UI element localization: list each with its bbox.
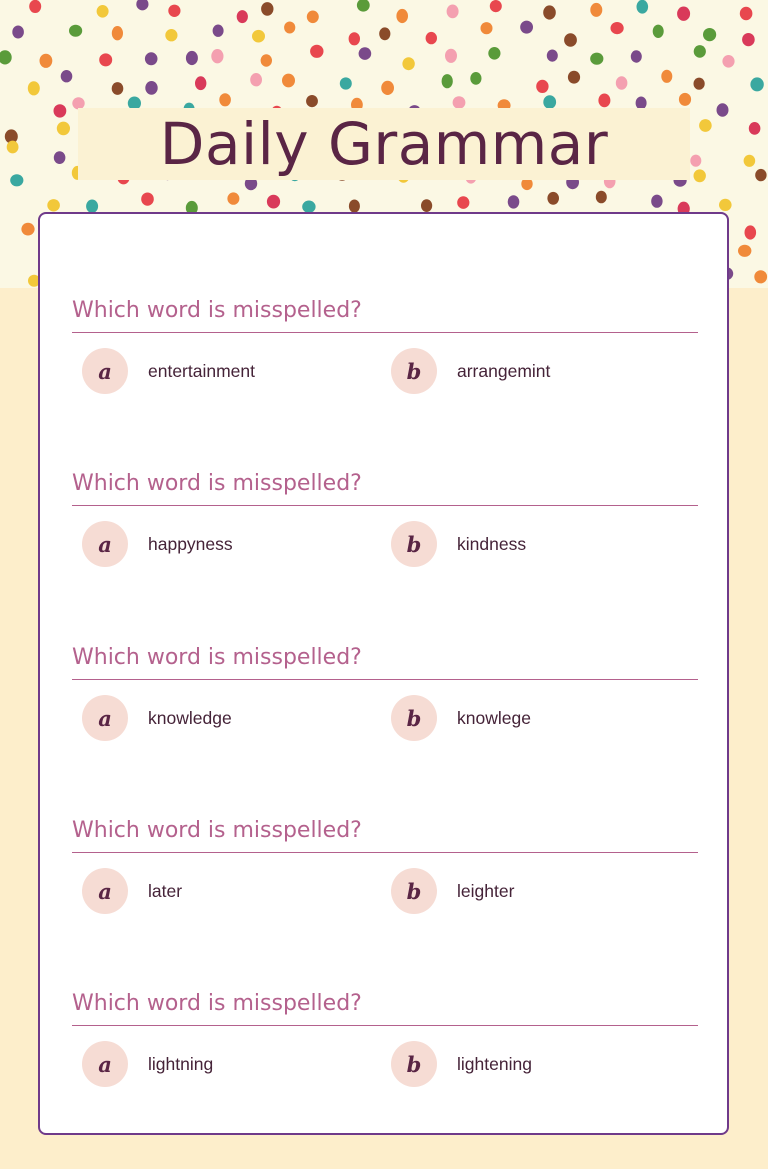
confetti-dot	[742, 33, 755, 46]
confetti-dot	[261, 54, 272, 66]
confetti-dot	[481, 22, 493, 34]
confetti-dot	[28, 81, 40, 95]
confetti-dot	[402, 57, 414, 70]
confetti-dot	[590, 3, 602, 17]
confetti-dot	[306, 95, 318, 107]
confetti-dot	[40, 54, 53, 68]
confetti-dot	[694, 169, 706, 182]
confetti-dot	[738, 245, 751, 257]
question-prompt: Which word is misspelled?	[72, 818, 362, 843]
question-5	[72, 987, 698, 1117]
confetti-dot	[349, 32, 360, 45]
confetti-dot	[754, 270, 767, 283]
confetti-dot	[379, 27, 390, 40]
confetti-dot	[12, 26, 24, 39]
confetti-dot	[213, 25, 224, 37]
confetti-dot	[396, 9, 408, 23]
confetti-dot	[694, 45, 706, 58]
confetti-dot	[252, 30, 265, 43]
question-underline	[72, 332, 698, 333]
confetti-dot	[69, 25, 82, 37]
confetti-dot	[97, 5, 109, 18]
confetti-dot	[284, 22, 295, 34]
confetti-dot	[703, 28, 716, 41]
option-b[interactable]	[391, 868, 514, 914]
confetti-dot	[261, 2, 273, 16]
confetti-dot	[99, 53, 112, 66]
confetti-dot	[677, 7, 690, 21]
question-prompt: Which word is misspelled?	[72, 298, 362, 323]
confetti-dot	[453, 96, 466, 109]
confetti-dot	[219, 93, 231, 106]
confetti-dot	[547, 50, 558, 62]
confetti-dot	[520, 21, 533, 34]
confetti-dot	[719, 199, 732, 211]
confetti-dot	[381, 81, 394, 95]
option-word: leighter	[457, 880, 515, 901]
confetti-dot	[637, 0, 649, 14]
option-word: knowlege	[457, 707, 531, 728]
confetti-dot	[237, 10, 248, 23]
option-letter-bubble[interactable]: b	[391, 348, 437, 394]
option-a[interactable]	[82, 1041, 213, 1087]
confetti-dot	[679, 93, 691, 106]
option-a[interactable]	[82, 695, 232, 741]
confetti-dot	[717, 103, 729, 117]
confetti-dot	[755, 169, 766, 181]
question-2	[72, 467, 698, 597]
question-4	[72, 814, 698, 944]
confetti-dot	[54, 104, 67, 117]
option-a[interactable]	[82, 868, 182, 914]
option-b[interactable]	[391, 695, 531, 741]
question-underline	[72, 505, 698, 506]
confetti-dot	[699, 119, 712, 132]
confetti-dot	[186, 51, 198, 65]
option-word: happyness	[148, 533, 233, 554]
confetti-dot	[611, 22, 624, 34]
confetti-dot	[250, 73, 262, 86]
confetti-dot	[661, 70, 672, 83]
confetti-dot	[357, 0, 370, 12]
confetti-dot	[211, 49, 223, 63]
confetti-dot	[61, 70, 73, 82]
confetti-dot	[690, 155, 701, 167]
confetti-dot	[165, 29, 177, 41]
option-word: kindness	[457, 533, 527, 554]
confetti-dot	[749, 122, 761, 135]
option-word: lightening	[457, 1053, 532, 1074]
confetti-dot	[447, 4, 459, 18]
confetti-dot	[744, 155, 756, 167]
page-title: Daily Grammar	[159, 110, 609, 178]
question-underline	[72, 852, 698, 853]
option-word: entertainment	[148, 360, 256, 381]
question-prompt: Which word is misspelled?	[72, 471, 362, 496]
confetti-dot	[568, 71, 580, 84]
option-a[interactable]	[82, 348, 255, 394]
confetti-dot	[426, 32, 437, 44]
option-b[interactable]	[391, 348, 550, 394]
option-letter-bubble[interactable]: a	[82, 868, 128, 914]
option-letter-bubble[interactable]: a	[82, 695, 128, 741]
question-3	[72, 641, 698, 771]
option-word: later	[148, 880, 183, 901]
question-prompt: Which word is misspelled?	[72, 991, 362, 1016]
confetti-dot	[349, 200, 360, 213]
confetti-dot	[21, 223, 34, 236]
option-letter-bubble[interactable]: a	[82, 348, 128, 394]
confetti-dot	[421, 199, 432, 212]
confetti-dot	[7, 141, 19, 154]
confetti-dot	[145, 81, 157, 95]
confetti-dot	[745, 225, 757, 239]
confetti-dot	[136, 0, 148, 10]
question-prompt: Which word is misspelled?	[72, 645, 362, 670]
confetti-dot	[47, 199, 60, 211]
confetti-dot	[282, 74, 295, 88]
option-word: knowledge	[148, 707, 232, 728]
confetti-dot	[359, 47, 372, 60]
confetti-dot	[564, 33, 577, 47]
confetti-dot	[86, 200, 98, 213]
option-letter-bubble[interactable]: a	[82, 521, 128, 567]
confetti-dot	[536, 80, 548, 93]
worksheet-card	[38, 212, 729, 1135]
confetti-dot	[596, 191, 607, 204]
confetti-dot	[112, 82, 124, 95]
confetti-dot	[750, 77, 763, 91]
confetti-dot	[112, 26, 123, 40]
confetti-dot	[651, 195, 662, 208]
confetti-dot	[54, 151, 66, 164]
option-letter-bubble[interactable]: b	[391, 521, 437, 567]
confetti-dot	[307, 10, 319, 23]
confetti-dot	[227, 192, 239, 204]
confetti-dot	[547, 192, 559, 205]
confetti-dot	[722, 55, 734, 68]
option-word: arrangemint	[457, 360, 551, 381]
confetti-dot	[310, 45, 323, 58]
option-letter-bubble[interactable]: b	[391, 695, 437, 741]
confetti-dot	[10, 174, 23, 186]
confetti-dot	[653, 25, 664, 38]
confetti-dot	[29, 0, 41, 13]
confetti-dot	[490, 0, 502, 12]
confetti-dot	[598, 94, 610, 108]
confetti-dot	[590, 53, 603, 65]
confetti-dot	[543, 95, 556, 109]
confetti-dot	[141, 193, 154, 206]
question-underline	[72, 679, 698, 680]
confetti-dot	[442, 74, 453, 88]
confetti-dot	[168, 5, 180, 17]
confetti-dot	[145, 52, 158, 65]
confetti-dot	[340, 77, 352, 89]
confetti-dot	[694, 78, 705, 90]
confetti-dot	[445, 49, 457, 63]
confetti-dot	[0, 50, 12, 64]
option-b[interactable]	[391, 521, 526, 567]
option-a[interactable]	[82, 521, 233, 567]
option-b[interactable]	[391, 1041, 532, 1087]
confetti-dot	[631, 50, 642, 62]
confetti-dot	[488, 47, 500, 60]
option-word: lightning	[148, 1053, 214, 1074]
confetti-dot	[616, 76, 628, 89]
confetti-dot	[740, 7, 753, 20]
question-1	[72, 294, 698, 424]
question-underline	[72, 1025, 698, 1026]
confetti-dot	[457, 196, 469, 209]
confetti-dot	[195, 76, 206, 90]
confetti-dot	[508, 195, 520, 208]
option-letter-bubble[interactable]: a	[82, 1041, 128, 1087]
option-letter-bubble[interactable]: b	[391, 868, 437, 914]
confetti-dot	[267, 195, 280, 209]
option-letter-bubble[interactable]: b	[391, 1041, 437, 1087]
confetti-dot	[470, 72, 481, 85]
confetti-dot	[57, 122, 70, 136]
title-banner	[78, 108, 690, 180]
confetti-dot	[543, 5, 556, 19]
